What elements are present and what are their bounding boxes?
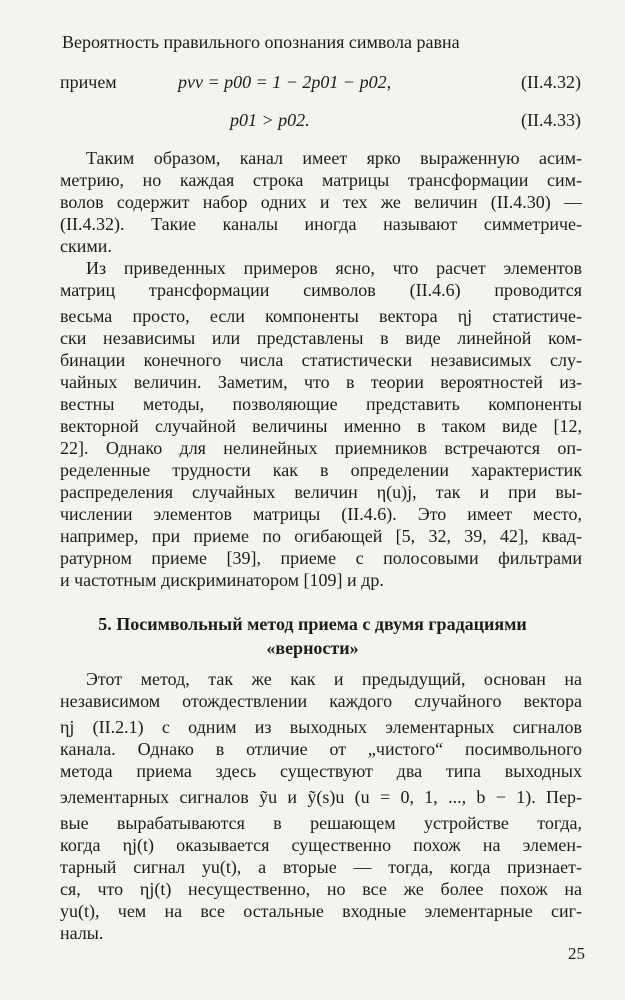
paragraph-line: матриц трансформации символов (II.4.6) проводится [60, 280, 582, 300]
page-number: 25 [568, 944, 585, 963]
paragraph-line: ределенные трудности как в определении характеристик [60, 460, 582, 480]
paragraph-line: yu(t), чем на все остальные входные элементарные сиг- [60, 901, 582, 921]
paragraph-line: ски независимы или представлены в виде линейной ком- [60, 328, 582, 348]
paragraph-line: Этот метод, так же как и предыдущий, основан на [86, 669, 582, 689]
paragraph-line: независимом отождествлении каждого случайного вектора [60, 691, 582, 711]
paragraph-line: вестны методы, позволяющие представить компоненты [60, 394, 582, 414]
paragraph-line: ся, что ηj(t) несущественно, но все же более похож на [60, 879, 582, 899]
paragraph-line: и частотным дискриминатором [109] и др. [60, 570, 384, 590]
paragraph-line: числении элементов матрицы (II.4.6). Это имеет место, [60, 504, 582, 524]
paragraph-line: 22]. Однако для нелинейных приемников встречаются оп- [60, 438, 582, 458]
paragraph-line: метрию, но каждая строка матрицы трансформации сим- [60, 170, 582, 190]
section-heading: 5. Посимвольный метод приема с двумя градациями [98, 614, 527, 634]
paragraph-line: метода приема здесь существуют два типа выходных [60, 761, 582, 781]
paragraph-line: вые вырабатываются в решающем устройстве тогда, [60, 813, 582, 833]
paragraph-line: Из приведенных примеров ясно, что расчет элементов [86, 258, 582, 278]
equation-II-4-33: p01 > p02. [230, 110, 310, 130]
equation-number: (II.4.32) [521, 72, 581, 92]
paragraph-line: тарный сигнал yu(t), а вторые — тогда, когда признает- [60, 857, 582, 877]
equation-label: причем [60, 72, 117, 92]
paragraph-line: векторной случайной величины именно в таком виде [12, [60, 416, 582, 436]
paragraph-line: распределения случайных величин η(u)j, так и при вы- [60, 482, 582, 502]
paragraph-line: когда ηj(t) оказывается существенно похож на элемен- [60, 835, 582, 855]
paragraph-line: (II.4.32). Такие каналы иногда называют симметриче- [60, 214, 582, 234]
paragraph-line: канала. Однако в отличие от „чистого“ посимвольного [60, 739, 582, 759]
paragraph-line: например, при приеме по огибающей [5, 32, 39, 42], квад- [60, 526, 582, 546]
paragraph-line: ηj (II.2.1) с одним из выходных элементарных сигналов [60, 717, 582, 737]
paragraph-line: волов содержит набор одних и тех же величин (II.4.30) — [60, 192, 582, 212]
paragraph-line: элементарных сигналов ỹu и ỹ(s)u (u = 0, 1, ..., b − 1). Пер- [60, 787, 582, 807]
intro-line: Вероятность правильного опознания символа равна [62, 32, 460, 52]
paragraph-line: чайных величин. Заметим, что в теории вероятностей из- [60, 372, 582, 392]
paragraph-line: весьма просто, если компоненты вектора ηj статистиче- [60, 306, 582, 326]
paragraph-line: бинации конечного числа статистически независимых слу- [60, 350, 582, 370]
paragraph-line: налы. [60, 923, 104, 943]
paragraph-line: скими. [60, 236, 112, 256]
paragraph-line: Таким образом, канал имеет ярко выраженную асим- [86, 148, 582, 168]
equation-II-4-32: pvv = p00 = 1 − 2p01 − p02, [178, 72, 392, 92]
paragraph-line: ратурном приеме [39], приеме с полосовыми фильтрами [60, 548, 582, 568]
section-heading: «верности» [266, 638, 359, 658]
equation-number: (II.4.33) [521, 110, 581, 130]
